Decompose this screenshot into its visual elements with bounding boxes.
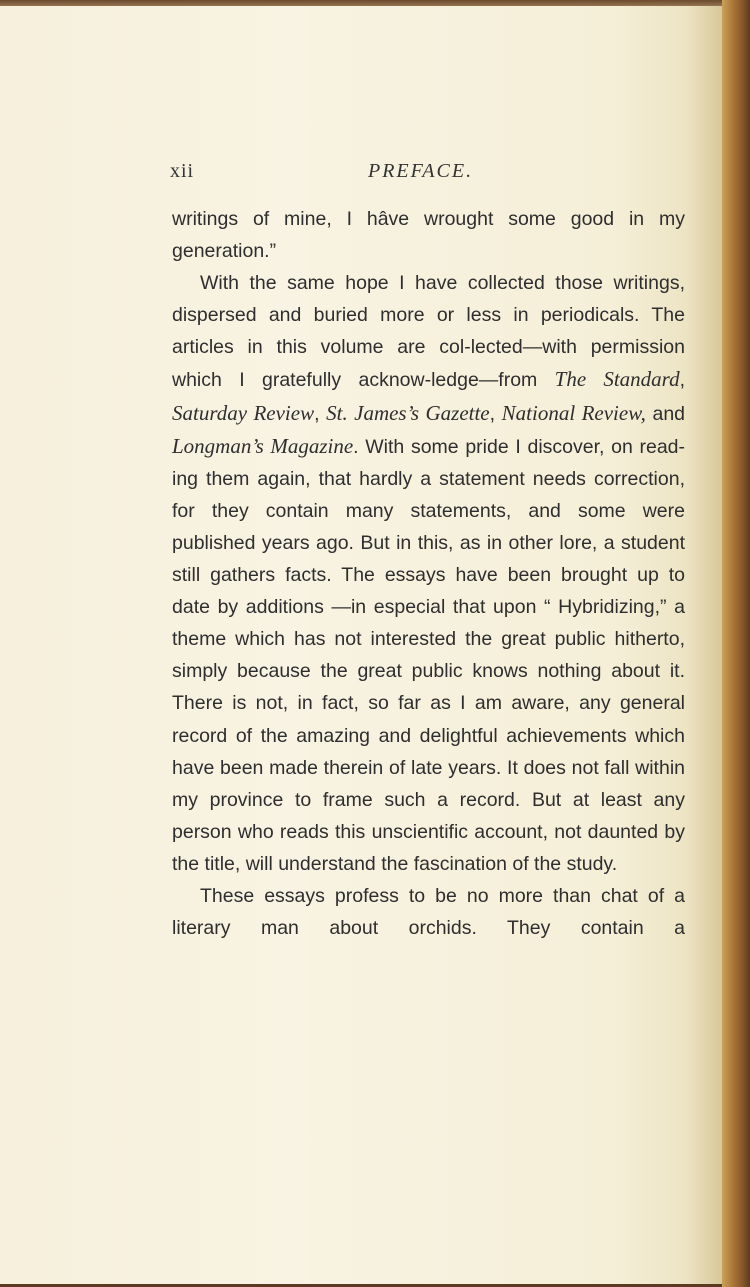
paragraph-1 bbox=[172, 203, 685, 267]
separator: , bbox=[314, 402, 327, 425]
separator: , bbox=[679, 369, 685, 392]
page-header bbox=[170, 160, 685, 190]
publication-st-jamess-gazette: St. James’s Gazette bbox=[326, 400, 490, 425]
paragraph-2-rest: . With some pride I discover, on read-ing them again, that hardly a statement needs correction, for they contain many statements, and some were published years ago. But in this, as in other lore, a student still gathers facts. The essays have been brought up to date by additions —in especial that upon “ Hybridizing,” a theme which has not interested the great public hitherto, simply because the great public knows nothing about it. There is not, in fact, so far as I am aware, any general record of the amazing and delightful achievements which have been made therein of late years. It does not fall within my province to frame such a record. But at least any person who reads this unscientific account, not daunted by the title, will understand the fascination of the study. bbox=[172, 435, 686, 875]
paragraph-3-text: These essays profess to be no more than chat of a literary man about orchids. They contain a bbox=[172, 884, 685, 940]
publication-longmans-magazine: Longman’s Magazine bbox=[172, 433, 354, 458]
running-title: PREFACE. bbox=[368, 160, 474, 182]
publication-saturday-review: Saturday Review bbox=[172, 400, 315, 425]
body-text bbox=[172, 203, 685, 944]
publication-national-review: National Review, bbox=[501, 400, 646, 425]
paragraph-2 bbox=[172, 267, 685, 880]
publication-standard: The Standard bbox=[554, 367, 680, 392]
book-spine bbox=[722, 0, 750, 1287]
paragraph-1-text: writings of mine, I hâve wrought some good in my generation.” bbox=[172, 208, 685, 263]
page-number: xii bbox=[170, 160, 195, 182]
separator: and bbox=[645, 402, 686, 425]
paragraph-3 bbox=[172, 880, 685, 944]
paragraph-2-lead: With the same hope I have collected those writings, dispersed and buried more or less in periodicals. The articles in this volume are col-lected—with permission which I gratefully acknow-ledge—from bbox=[172, 272, 685, 392]
separator: , bbox=[489, 402, 502, 425]
